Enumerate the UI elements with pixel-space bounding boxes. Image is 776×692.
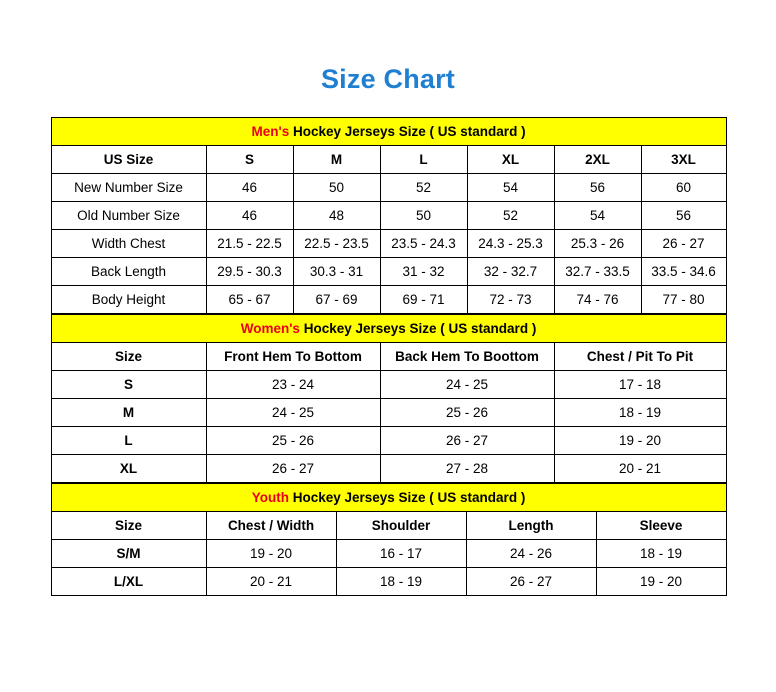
band-rest-text: Hockey Jerseys Size ( US standard ) [299,321,537,336]
column-header: Shoulder [336,512,466,540]
table-cell: 18 - 19 [596,540,726,568]
table-row [51,202,726,230]
table-cell: 48 [293,202,380,230]
table-cell: 67 - 69 [293,286,380,314]
column-header: 2XL [554,146,641,174]
table-cell: 26 - 27 [641,230,726,258]
row-label: Old Number Size [51,202,206,230]
table-cell: 50 [293,174,380,202]
table-cell: 46 [206,174,293,202]
row-label: S/M [51,540,206,568]
table-cell: 60 [641,174,726,202]
column-header: Size [51,512,206,540]
table-cell: 56 [641,202,726,230]
table-cell: 54 [467,174,554,202]
table-cell: 30.3 - 31 [293,258,380,286]
table-cell: 18 - 19 [336,568,466,596]
table-cell: 52 [380,174,467,202]
column-header: Length [466,512,596,540]
table-row [51,286,726,314]
band-accent-text: Women's [240,321,300,336]
mens-size-table [51,117,727,314]
band-accent-text: Men's [251,124,290,139]
row-label: S [51,371,206,399]
table-cell: 17 - 18 [554,371,726,399]
row-label: Width Chest [51,230,206,258]
table-cell: 32.7 - 33.5 [554,258,641,286]
column-header: Sleeve [596,512,726,540]
table-cell: 25 - 26 [380,399,554,427]
table-row [51,427,726,455]
table-row [51,371,726,399]
table-cell: 24 - 26 [466,540,596,568]
table-row [51,540,726,568]
table-cell: 24.3 - 25.3 [467,230,554,258]
table-cell: 52 [467,202,554,230]
table-cell: 20 - 21 [206,568,336,596]
table-cell: 74 - 76 [554,286,641,314]
table-cell: 29.5 - 30.3 [206,258,293,286]
column-header: Size [51,343,206,371]
table-row [51,230,726,258]
row-label: Body Height [51,286,206,314]
band-rest-text: Hockey Jerseys Size ( US standard ) [289,124,526,139]
table-cell: 19 - 20 [206,540,336,568]
table-cell: 46 [206,202,293,230]
table-cell: 25.3 - 26 [554,230,641,258]
table-cell: 77 - 80 [641,286,726,314]
table-row [51,399,726,427]
column-header: Front Hem To Bottom [206,343,380,371]
column-header: 3XL [641,146,726,174]
table-cell: 23 - 24 [206,371,380,399]
band-rest-text: Hockey Jerseys Size ( US standard ) [288,490,526,505]
band-accent-text: Youth [251,490,289,505]
table-cell: 19 - 20 [554,427,726,455]
row-label: XL [51,455,206,483]
mens-band-cell [51,118,726,146]
table-cell: 26 - 27 [380,427,554,455]
column-header: Back Hem To Boottom [380,343,554,371]
table-row [51,174,726,202]
table-cell: 24 - 25 [206,399,380,427]
table-cell: 50 [380,202,467,230]
table-band-row [51,315,726,343]
table-cell: 26 - 27 [206,455,380,483]
table-cell: 56 [554,174,641,202]
table-cell: 72 - 73 [467,286,554,314]
table-cell: 25 - 26 [206,427,380,455]
row-label: New Number Size [51,174,206,202]
table-cell: 20 - 21 [554,455,726,483]
column-header: L [380,146,467,174]
table-cell: 19 - 20 [596,568,726,596]
table-cell: 21.5 - 22.5 [206,230,293,258]
column-header: S [206,146,293,174]
table-cell: 54 [554,202,641,230]
size-chart-container [51,117,726,596]
table-cell: 33.5 - 34.6 [641,258,726,286]
table-cell: 26 - 27 [466,568,596,596]
row-label: L [51,427,206,455]
table-cell: 22.5 - 23.5 [293,230,380,258]
youth-size-table [51,483,727,596]
column-header: Chest / Pit To Pit [554,343,726,371]
table-header-row [51,343,726,371]
table-row [51,258,726,286]
row-label: M [51,399,206,427]
womens-size-table [51,314,727,483]
table-row [51,568,726,596]
table-cell: 31 - 32 [380,258,467,286]
column-header: US Size [51,146,206,174]
row-label: Back Length [51,258,206,286]
row-label: L/XL [51,568,206,596]
table-band-row [51,118,726,146]
table-header-row [51,512,726,540]
table-cell: 18 - 19 [554,399,726,427]
table-cell: 27 - 28 [380,455,554,483]
page-title: Size Chart [320,64,456,94]
youth-band-cell [51,484,726,512]
table-cell: 23.5 - 24.3 [380,230,467,258]
column-header: Chest / Width [206,512,336,540]
table-cell: 32 - 32.7 [467,258,554,286]
table-cell: 69 - 71 [380,286,467,314]
table-header-row [51,146,726,174]
table-cell: 65 - 67 [206,286,293,314]
table-cell: 24 - 25 [380,371,554,399]
column-header: XL [467,146,554,174]
womens-band-cell [51,315,726,343]
column-header: M [293,146,380,174]
table-band-row [51,484,726,512]
table-row [51,455,726,483]
table-cell: 16 - 17 [336,540,466,568]
